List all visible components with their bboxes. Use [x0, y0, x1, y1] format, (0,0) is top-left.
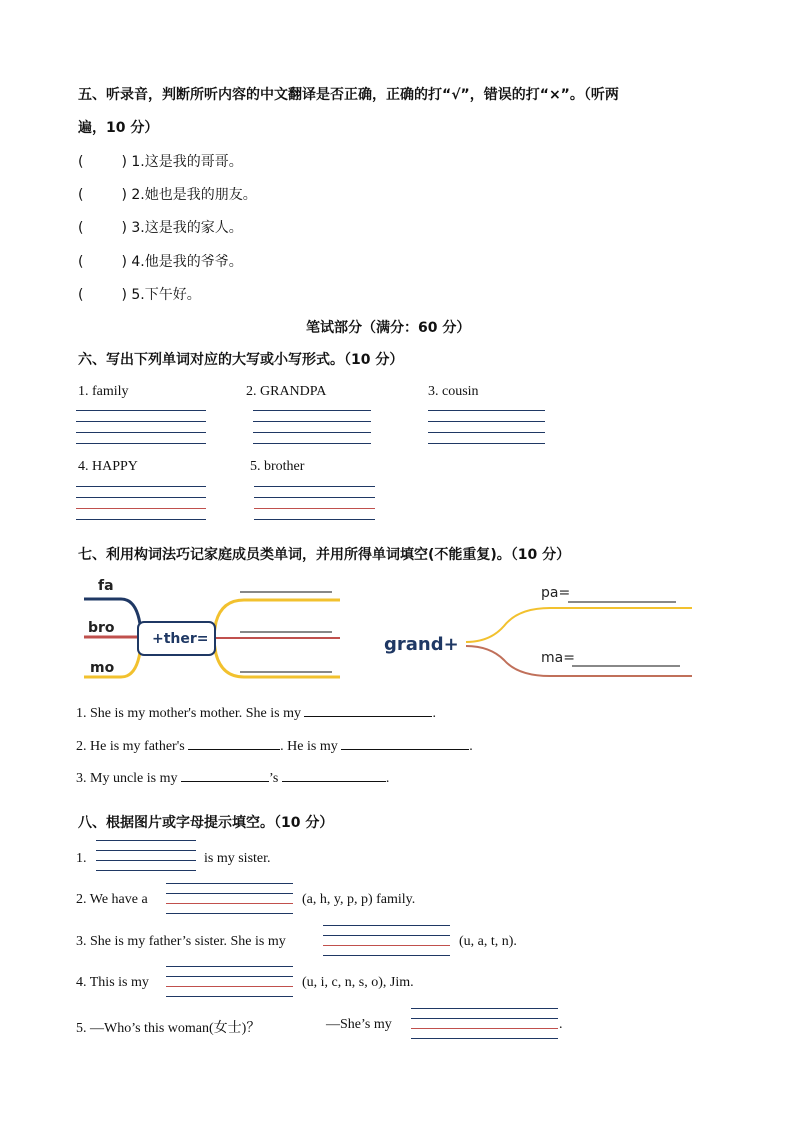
paren-open: ( [78, 154, 84, 170]
written-part-title: 笔试部分（满分：60 分） [306, 320, 471, 336]
judge-item [78, 284, 201, 304]
prefix-mo: mo [90, 660, 115, 676]
sentence-text: ’s [269, 771, 279, 786]
sentence-end: . [469, 739, 473, 754]
section5-title: 五、听录音，判断所听内容的中文翻译是否正确，正确的打“√”，错误的打“×”。（听两 [78, 87, 619, 103]
section6-title: 六、写出下列单词对应的大写或小写形式。（10 分） [78, 352, 404, 368]
question-close: )？ [241, 1021, 261, 1036]
answer-blank[interactable] [282, 769, 386, 782]
sentence-text: . He is my [280, 739, 338, 754]
word-prompt: 5. brother [250, 459, 305, 474]
judge-text: 3.这是我的家人。 [131, 220, 243, 236]
word-prompt: 3. cousin [428, 384, 479, 399]
sentence-end: . [385, 771, 390, 786]
writing-lines[interactable] [96, 840, 196, 872]
judge-text: 4.他是我的爷爷。 [131, 254, 243, 270]
paren-open: ( [78, 187, 84, 203]
sentence-text: 1. She is my mother's mother. She is my [76, 706, 301, 721]
section5-title-cont: 遍，10 分） [78, 120, 159, 136]
paren-open: ( [78, 287, 84, 303]
mindmap-ther [76, 574, 346, 686]
sentence-text: 2. He is my father's [76, 739, 185, 754]
writing-lines[interactable] [254, 486, 375, 522]
item-text: 2. We have a [76, 892, 148, 907]
answer-blank[interactable] [304, 704, 432, 717]
question-text: 5. —Who’s this woman( [76, 1021, 214, 1036]
paren-open: ( [78, 220, 84, 236]
item-text: 3. She is my father’s sister. She is my [76, 934, 286, 949]
writing-lines[interactable] [253, 410, 371, 446]
writing-lines[interactable] [166, 883, 293, 915]
branch-ma: ma= [541, 650, 575, 666]
paren-close: ) [121, 187, 127, 203]
item-text [76, 1017, 260, 1037]
item-text: 4. This is my [76, 975, 149, 990]
item-text: is my sister. [204, 851, 271, 866]
writing-lines[interactable] [428, 410, 545, 446]
mindmap-center-ther: +ther= [152, 631, 209, 647]
fill-sentence [76, 737, 473, 755]
answer-blank[interactable] [341, 737, 469, 750]
paren-open: ( [78, 254, 84, 270]
paren-close: ) [121, 254, 127, 270]
judge-text: 2.她也是我的朋友。 [131, 187, 257, 203]
answer-blank[interactable] [188, 737, 280, 750]
prefix-bro: bro [88, 620, 115, 636]
item-number: 1. [76, 851, 87, 866]
judge-item [78, 251, 243, 271]
word-prompt: 4. HAPPY [78, 459, 138, 474]
judge-text: 5.下午好。 [131, 287, 201, 303]
writing-lines[interactable] [323, 925, 450, 957]
writing-lines[interactable] [76, 486, 206, 522]
judge-item [78, 184, 257, 204]
item-hint: (u, a, t, n). [459, 934, 517, 949]
branch-pa: pa= [541, 585, 571, 601]
writing-lines[interactable] [76, 410, 206, 446]
section8-title: 八、根据图片或字母提示填空。（10 分） [78, 815, 334, 831]
word-prompt: 1. family [78, 384, 129, 399]
mindmap-center-grand: grand+ [384, 634, 459, 655]
writing-lines[interactable] [411, 1008, 558, 1040]
writing-lines[interactable] [166, 966, 293, 998]
judge-item [78, 151, 243, 171]
paren-close: ) [121, 220, 127, 236]
sentence-text: 3. My uncle is my [76, 771, 178, 786]
fill-sentence [76, 704, 436, 722]
judge-text: 1.这是我的哥哥。 [131, 154, 243, 170]
item-hint: (u, i, c, n, s, o), Jim. [302, 975, 414, 990]
word-prompt: 2. GRANDPA [246, 384, 327, 399]
item-hint: (a, h, y, p, p) family. [302, 892, 416, 907]
prefix-fa: fa [98, 578, 114, 594]
item-end: . [559, 1017, 563, 1032]
answer-blank[interactable] [181, 769, 269, 782]
chinese-hint: 女士 [213, 1020, 242, 1036]
paren-close: ) [121, 154, 127, 170]
section7-title: 七、利用构词法巧记家庭成员类单词，并用所得单词填空(不能重复)。（10 分） [78, 547, 571, 563]
judge-item [78, 217, 243, 237]
sentence-end: . [432, 706, 436, 721]
fill-sentence [76, 769, 389, 787]
answer-prefix: —She’s my [326, 1017, 392, 1032]
paren-close: ) [121, 287, 127, 303]
mindmap-grand [460, 596, 696, 680]
